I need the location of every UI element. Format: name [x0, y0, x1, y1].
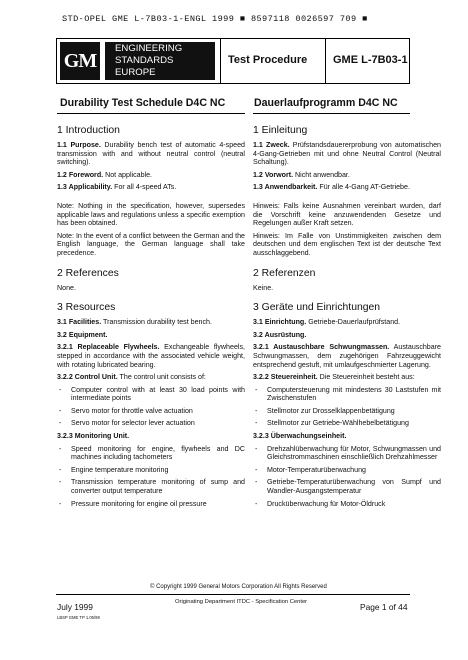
- paragraph: 3.1 Facilities. Transmission durability test bench.: [57, 318, 212, 327]
- section-heading: 2 References: [57, 267, 119, 279]
- page-number: Page 1 of 44: [360, 602, 408, 612]
- bullet-list: [57, 386, 245, 428]
- paragraph: 1.3 Applicability. For all 4-speed ATs.: [57, 183, 177, 192]
- note: Note: Nothing in the specification, however, supersedes applicable laws and regulations unless a specific exemption has been obtained.: [57, 201, 245, 228]
- paragraph: 3.1 Einrichtung. Getriebe-Dauerlaufprüfstand.: [253, 318, 401, 327]
- gm-logo: GM: [60, 42, 100, 80]
- doc-number: GME L-7B03-1: [333, 54, 408, 66]
- english-column: [57, 125, 245, 512]
- paragraph: 3.2.2 Steuereinheit. Die Steuereinheit besteht aus:: [253, 373, 415, 382]
- section-heading: 1 Einleitung: [253, 125, 308, 136]
- list-item: - Servo motor for throttle valve actuation: [57, 407, 245, 416]
- title-english: Durability Test Schedule D4C NC: [60, 97, 226, 109]
- list-item: - Stellmotor zur Drosselklappenbetätigung: [253, 407, 441, 416]
- paragraph: 1.1 Purpose. Durability bench test of automatic 4-speed transmission with and without neutral control (neutral switching).: [57, 141, 245, 167]
- dept-block: [105, 42, 215, 80]
- paragraph: 3.2.2 Control Unit. The control unit consists of:: [57, 373, 206, 382]
- paragraph: 3.2 Equipment.: [57, 330, 108, 339]
- doc-type: Test Procedure: [228, 54, 308, 66]
- dept-line: ENGINEERING: [115, 43, 183, 54]
- header-divider: [325, 38, 326, 84]
- note: Hinweis: Im Falle von Unstimmigkeiten zwischen dem deutschen und dem englischen Text ist der deutsche Text ausschlaggebend.: [253, 231, 441, 257]
- paragraph: None.: [57, 283, 76, 292]
- dept-line: EUROPE: [115, 66, 156, 78]
- paragraph: 3.2 Ausrüstung.: [253, 330, 307, 339]
- list-item: - Servo motor for selector lever actuation: [57, 419, 245, 428]
- title-underline: [253, 113, 410, 114]
- list-item: - Computer control with at least 30 load points with intermediate points: [57, 386, 245, 403]
- footer-rule: [56, 594, 410, 595]
- paragraph: 1.3 Anwendbarkeit. Für alle 4-Gang AT-Getriebe.: [253, 183, 410, 192]
- list-item: - Computersteuerung mit mindestens 30 Laststufen mit Zwischenstufen: [253, 386, 441, 403]
- list-item: - Stellmotor zur Getriebe-Wählhebelbetätigung: [253, 419, 441, 428]
- copyright-notice: © Copyright 1999 General Motors Corporation All Rights Reserved: [150, 584, 327, 590]
- bullet-list: [57, 445, 245, 509]
- list-item: - Drehzahlüberwachung für Motor, Schwungmassen und Gleichstrommaschinen einschließlich Drehzahlmesser: [253, 445, 441, 462]
- form-code: LBSP GME TP 1.05/99: [57, 615, 100, 620]
- paragraph: 3.2.1 Austauschbare Schwungmassen. Austauschbare Schwungmassen, dem zugehörigen Fahrzeuggewicht entsprechend gestuft, mit umlaufgeschmierter Lagerung.: [253, 343, 442, 369]
- note: Note: In the event of a conflict between the German and the English language, the German language shall take precedence.: [57, 231, 245, 257]
- bullet-list: [253, 445, 441, 509]
- list-item: - Transmission temperature monitoring of sump and converter output temperature: [57, 478, 245, 495]
- paragraph: 1.2 Vorwort. Nicht anwendbar.: [253, 170, 350, 179]
- issue-date: July 1999: [57, 602, 93, 612]
- paragraph: Keine.: [253, 283, 274, 292]
- title-underline: [57, 113, 245, 114]
- scan-header-line: STD-OPEL GME L-7B03-1-ENGL 1999 ■ 8597118 0026597 709 ■: [62, 14, 368, 24]
- note: Hinweis: Falls keine Ausnahmen vereinbart wurden, darf die Vorschrift keine anzuwendenden Gesetze und Regelungen außer Kraft setzen.: [253, 201, 441, 228]
- list-item: - Pressure monitoring for engine oil pressure: [57, 500, 245, 509]
- list-item: - Motor-Temperaturüberwachung: [253, 466, 441, 475]
- bullet-list: [253, 386, 441, 428]
- dept-line: STANDARDS: [115, 54, 174, 66]
- section-heading: 3 Geräte und Einrichtungen: [253, 302, 381, 314]
- list-item: - Getriebe-Temperaturüberwachung von Sumpf und Wandler-Ausgangstemperatur: [253, 478, 441, 495]
- paragraph: 1.1 Zweck. Prüfstandsdauererprobung von automatischen 4-Gang-Getrieben mit und ohne Neutral Control (Neutral Schaltung).: [253, 141, 441, 167]
- paragraph: 3.2.1 Replaceable Flywheels. Exchangeable flywheels, stepped in accordance with the associated vehicle weight, with rotating lubricated bearing.: [57, 343, 245, 369]
- paragraph: 1.2 Foreword. Not applicable.: [57, 170, 153, 179]
- section-heading: 2 Referenzen: [253, 267, 316, 279]
- paragraph: 3.2.3 Überwachungseinheit.: [253, 432, 347, 441]
- list-item: - Drucküberwachung für Motor-Öldruck: [253, 500, 441, 509]
- header-divider: [220, 38, 221, 84]
- originating-department: Originating Department ITDC - Specification Center: [175, 599, 308, 605]
- section-heading: 3 Resources: [57, 302, 116, 314]
- title-german: Dauerlaufprogramm D4C NC: [254, 97, 398, 109]
- paragraph: 3.2.3 Monitoring Unit.: [57, 432, 130, 441]
- list-item: - Speed monitoring for engine, flywheels and DC machines including tachometers: [57, 445, 245, 462]
- german-column: [253, 125, 441, 512]
- section-heading: 1 Introduction: [57, 125, 120, 136]
- list-item: - Engine temperature monitoring: [57, 466, 245, 475]
